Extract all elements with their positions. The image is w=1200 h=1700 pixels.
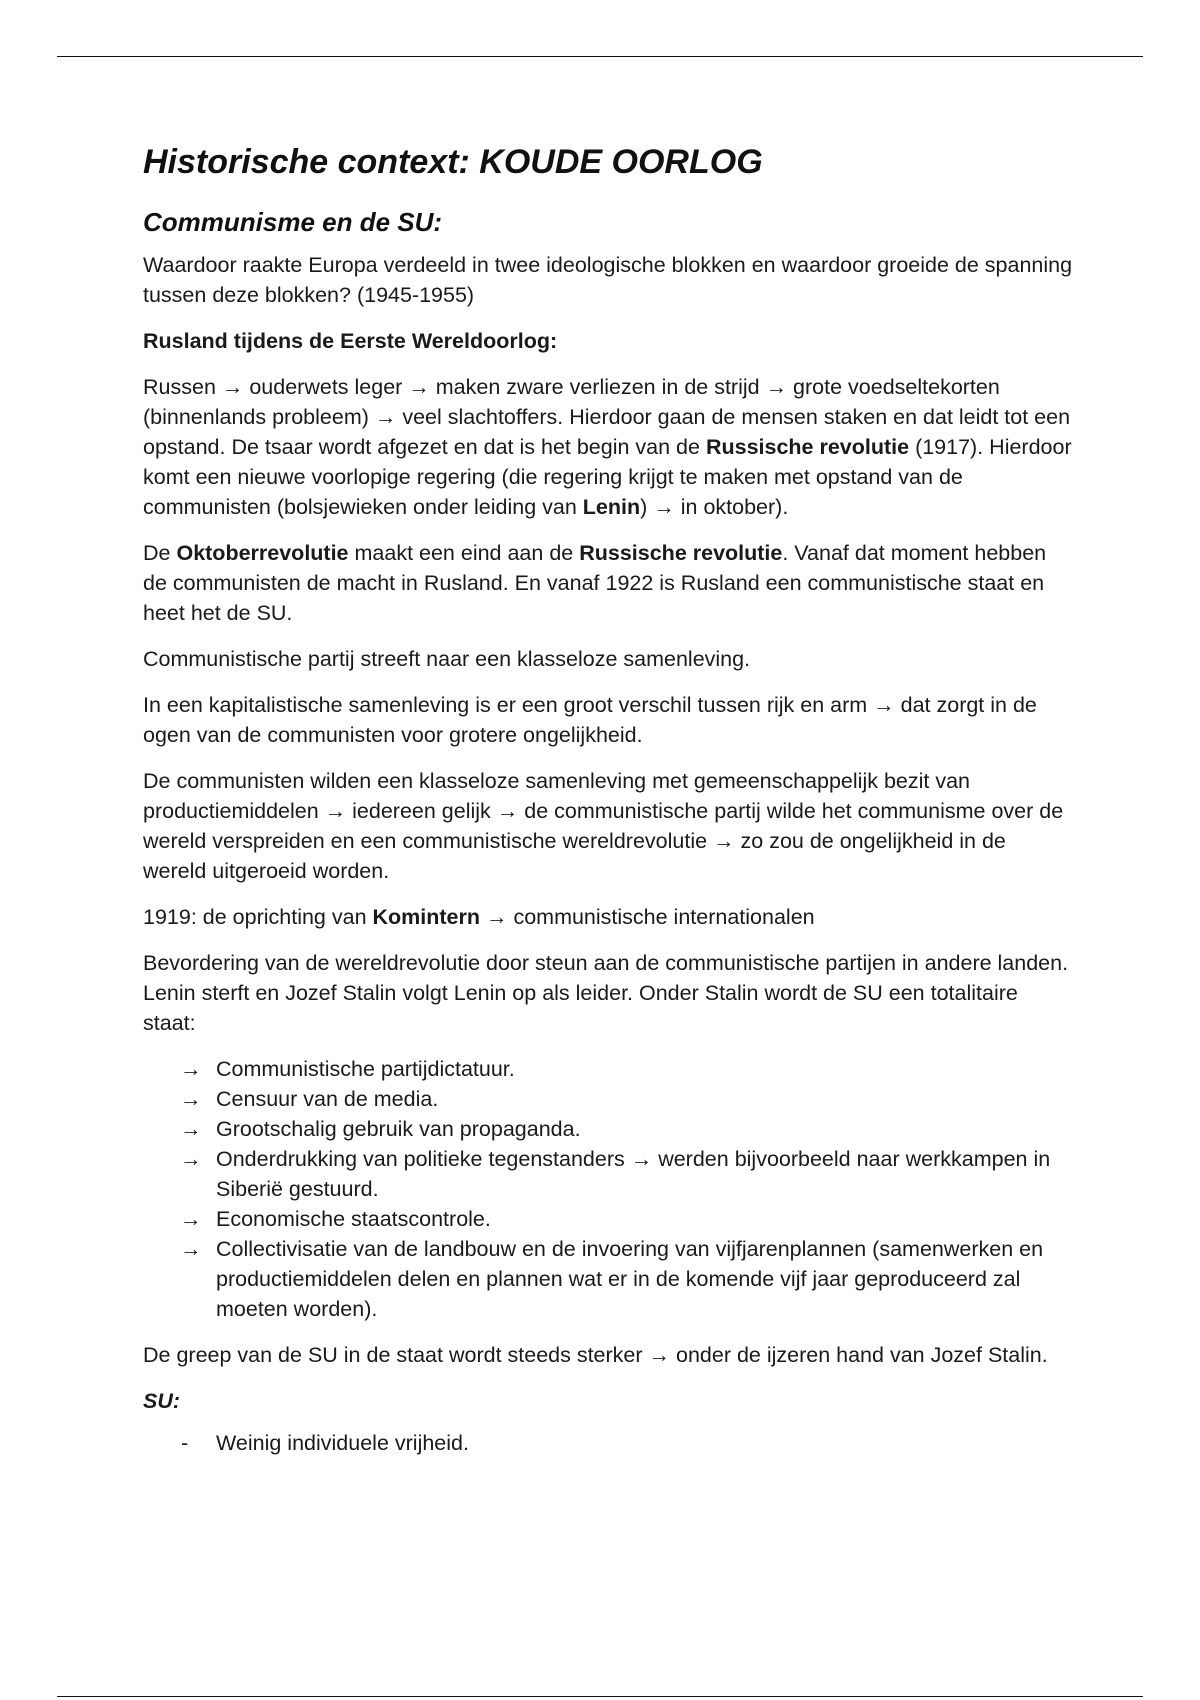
page-title: Historische context: KOUDE OORLOG — [143, 143, 763, 181]
top-rule — [57, 56, 1143, 57]
paragraph-russia-ww1: Russen → ouderwets leger → maken zware verliezen in de strijd → grote voedseltekorten (binnenlands probleem) → veel slachtoffers. Hierdoor gaan de mensen staken en dat leidt tot een opstand. De tsaar wordt afgezet en dat is het begin van de Russische revolutie (1917). Hierdoor komt een nieuwe voorlopige regering (die regering krijgt te maken met opstand van de communisten (bolsjewieken onder leiding van Lenin) → in oktober). — [143, 375, 1072, 519]
term-komintern: Komintern — [372, 905, 480, 929]
list-item: → Communistische partijdictatuur. — [143, 1054, 1073, 1084]
su-features-list — [143, 1428, 1073, 1458]
paragraph-oktoberrevolutie: De Oktoberrevolutie maakt een eind aan de Russische revolutie. Vanaf dat moment hebben de communisten de macht in Rusland. En vanaf 1922 is Rusland een communistische staat en heet het de SU. — [143, 541, 1047, 625]
list-item: → Economische staatscontrole. — [143, 1204, 1073, 1234]
term-russische-revolutie-2: Russische revolutie — [579, 541, 783, 565]
list-item: - Weinig individuele vrijheid. — [143, 1428, 1073, 1458]
list-item: → Collectivisatie van de landbouw en de invoering van vijfjarenplannen (samenwerken en productiemiddelen delen en plannen wat er in de komende vijf jaar geproduceerd zal moeten worden). — [143, 1234, 1073, 1324]
page-subtitle: Communisme en de SU: — [143, 207, 443, 237]
term-oktoberrevolutie: Oktoberrevolutie — [176, 541, 349, 565]
intro-paragraph: Waardoor raakte Europa verdeeld in twee ideologische blokken en waardoor groeide de spanning tussen deze blokken? (1945-1955) — [143, 253, 1073, 307]
bottom-rule — [57, 1696, 1143, 1697]
paragraph-stalin: De greep van de SU in de staat wordt steeds sterker → onder de ijzeren hand van Jozef Stalin. — [143, 1343, 1048, 1367]
list-item: → Grootschalig gebruik van propaganda. — [143, 1114, 1073, 1144]
arrow-icon: → — [180, 1087, 202, 1111]
paragraph-komintern: 1919: de oprichting van Komintern → communistische internationalen — [143, 905, 815, 929]
list-item: → Censuur van de media. — [143, 1084, 1073, 1114]
paragraph-klasseloze: Communistische partij streeft naar een klasseloze samenleving. — [143, 647, 751, 671]
arrow-icon: → — [180, 1057, 202, 1081]
paragraph-kapitalistisch: In een kapitalistische samenleving is er een groot verschil tussen rijk en arm → dat zorgt in de ogen van de communisten voor grotere ongelijkheid. — [143, 693, 1037, 747]
section-heading-su: SU: — [143, 1389, 181, 1413]
arrow-icon: → — [180, 1207, 202, 1231]
paragraph-communisten: De communisten wilden een klasseloze samenleving met gemeenschappelijk bezit van productiemiddelen → iedereen gelijk → de communistische partij wilde het communisme over de wereld verspreiden en een communistische wereldrevolutie → zo zou de ongelijkheid in de wereld uitgeroeid worden. — [143, 769, 1064, 883]
arrow-icon: → — [180, 1147, 202, 1171]
dash-bullet-icon: - — [181, 1431, 189, 1455]
totalitarian-features-list — [143, 1054, 1073, 1324]
term-russische-revolutie: Russische revolutie — [705, 435, 910, 459]
arrow-icon: → — [180, 1117, 202, 1141]
paragraph-wereldrevolutie: Bevordering van de wereldrevolutie door steun aan de communistische partijen in andere landen. Lenin sterft en Jozef Stalin volgt Lenin op als leider. Onder Stalin wordt de SU een totalitaire staat: — [143, 951, 1069, 1035]
term-lenin: Lenin — [582, 495, 641, 519]
arrow-icon: → — [180, 1237, 202, 1261]
list-item: → Onderdrukking van politieke tegenstanders → werden bijvoorbeeld naar werkkampen in Siberië gestuurd. — [143, 1144, 1073, 1204]
document-body — [143, 138, 1073, 1474]
section-heading-ww1: Rusland tijdens de Eerste Wereldoorlog: — [143, 329, 558, 353]
